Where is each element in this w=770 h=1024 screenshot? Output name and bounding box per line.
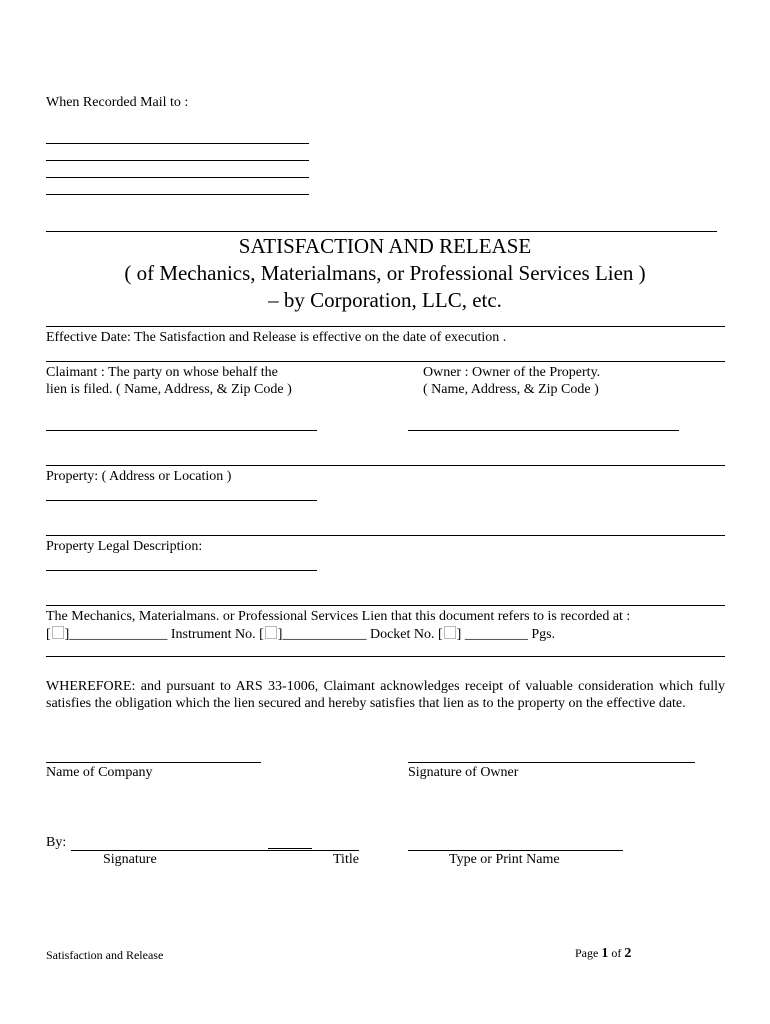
owner-label-1: Owner : Owner of the Property. <box>423 365 601 380</box>
claimant-label-2: lien is filed. ( Name, Address, & Zip Code ) <box>46 382 292 397</box>
company-name-field[interactable] <box>46 762 261 763</box>
page-word: Page <box>575 946 602 960</box>
recorded-intro: The Mechanics, Materialmans. or Professional Services Lien that this document refers to is recorded at : <box>46 609 631 624</box>
signature-label: Signature <box>103 852 157 867</box>
mail-to-line-4[interactable] <box>46 194 309 195</box>
mail-to-label: When Recorded Mail to : <box>46 95 189 110</box>
legal-description-field[interactable] <box>46 570 317 571</box>
document-subtitle: ( of Mechanics, Materialmans, or Professional Services Lien ) <box>124 261 646 285</box>
checkbox-docket[interactable] <box>444 626 456 639</box>
divider-5 <box>46 605 725 606</box>
recording-fields-row <box>46 626 555 643</box>
instrument-label: Instrument No. [ <box>167 627 264 642</box>
by-label: By: <box>46 835 67 850</box>
book-blank[interactable]: ______________ <box>69 627 168 642</box>
divider-6 <box>46 656 725 657</box>
mail-to-line-3[interactable] <box>46 177 309 178</box>
print-name-field[interactable] <box>408 850 623 851</box>
mail-to-line-2[interactable] <box>46 160 309 161</box>
close-bracket: ] <box>64 627 70 642</box>
close-bracket: ] <box>277 627 283 642</box>
footer-doc-name: Satisfaction and Release <box>46 948 164 962</box>
by-signature-field[interactable] <box>71 850 359 851</box>
pages-blank[interactable]: _________ <box>461 627 528 642</box>
page-current: 1 <box>601 946 609 961</box>
docket-label: Docket No. [ <box>366 627 443 642</box>
claimant-field[interactable] <box>46 430 317 431</box>
header-divider <box>46 231 717 232</box>
by-signature-tick <box>268 848 312 849</box>
document-title: SATISFACTION AND RELEASE <box>238 234 532 258</box>
owner-field[interactable] <box>408 430 679 431</box>
close-bracket: ] <box>456 627 462 642</box>
pgs-label: Pgs. <box>527 627 556 642</box>
owner-signature-field[interactable] <box>408 762 695 763</box>
company-label: Name of Company <box>46 765 153 780</box>
divider-1 <box>46 326 725 327</box>
page-total: 2 <box>624 946 632 961</box>
wherefore-paragraph: WHEREFORE: and pursuant to ARS 33-1006, Claimant acknowledges receipt of valuable consideration which fully satisfies the obligation which the lien secured and hereby satisfies that lien as to the property on the effective date. <box>46 679 725 711</box>
divider-3 <box>46 465 725 466</box>
checkbox-book[interactable] <box>52 626 64 639</box>
document-subtitle-2: – by Corporation, LLC, etc. <box>268 288 502 312</box>
property-label: Property: ( Address or Location ) <box>46 469 232 484</box>
claimant-label-1: Claimant : The party on whose behalf the <box>46 365 278 380</box>
page-number <box>575 946 631 962</box>
effective-date-text: Effective Date: The Satisfaction and Release is effective on the date of execution . <box>46 330 507 345</box>
owner-label-2: ( Name, Address, & Zip Code ) <box>423 382 599 397</box>
divider-4 <box>46 535 725 536</box>
title-label: Title <box>333 852 359 867</box>
of-word: of <box>608 946 625 960</box>
mail-to-line-1[interactable] <box>46 143 309 144</box>
open-bracket: [ <box>46 627 51 642</box>
owner-signature-label: Signature of Owner <box>408 765 519 780</box>
print-name-label: Type or Print Name <box>449 852 560 867</box>
checkbox-instrument[interactable] <box>265 626 277 639</box>
divider-2 <box>46 361 725 362</box>
legal-description-label: Property Legal Description: <box>46 539 203 554</box>
instrument-blank[interactable]: ____________ <box>282 627 367 642</box>
property-field[interactable] <box>46 500 317 501</box>
